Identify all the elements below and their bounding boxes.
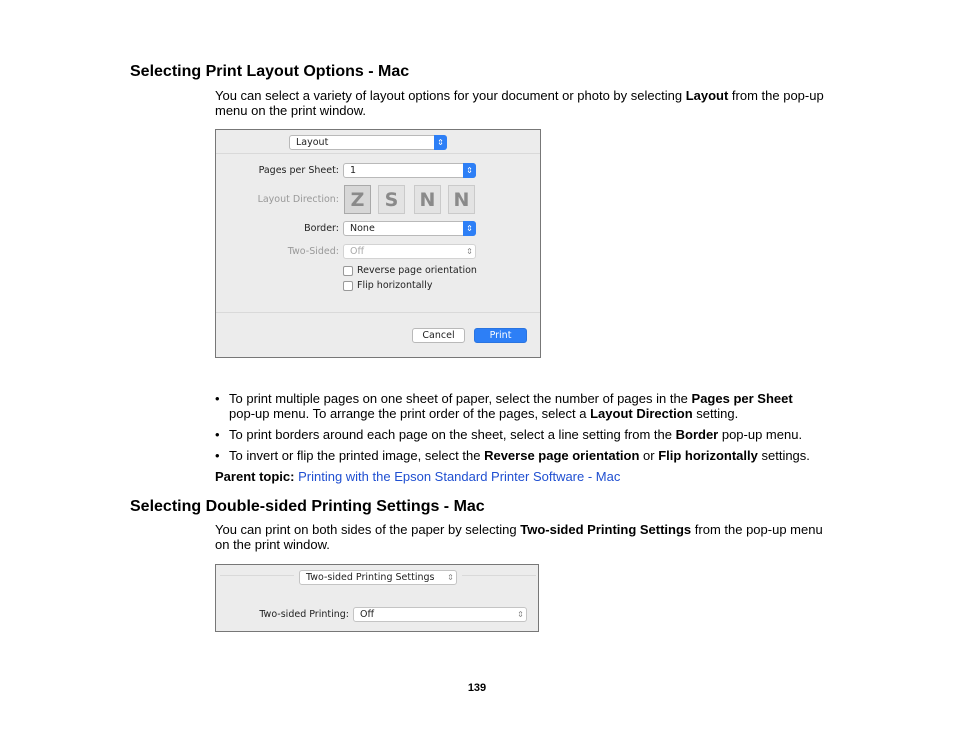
two-sided-printing-value: Off <box>360 609 375 620</box>
layout-direction-label: Layout Direction: <box>257 194 339 205</box>
svg-text:N: N <box>453 189 470 211</box>
popup-arrows-icon: ⇕ <box>447 573 454 582</box>
intro-text-end: from the pop-up menu on the print window. <box>215 88 824 118</box>
menu-popup-value: Layout <box>296 137 329 148</box>
two-sided-popup[interactable] <box>343 244 476 259</box>
divider <box>216 312 540 313</box>
intro-bold: Layout <box>685 88 729 103</box>
menu-popup[interactable] <box>299 570 457 585</box>
layout-direction-n-icon[interactable] <box>414 185 441 214</box>
layout-direction-n-reverse-icon[interactable] <box>448 185 475 214</box>
two-sided-label: Two-Sided: <box>287 246 339 257</box>
list-item <box>215 427 825 442</box>
menu-popup-value: Two-sided Printing Settings <box>306 572 435 583</box>
list-item <box>215 391 825 421</box>
section-intro-print-layout <box>215 88 825 118</box>
print-button[interactable]: Print <box>474 328 527 343</box>
two-sided-dialog-screenshot <box>215 564 539 632</box>
popup-arrows-icon: ⇕ <box>466 247 473 256</box>
layout-direction-s-icon[interactable] <box>378 185 405 214</box>
cancel-button[interactable]: Cancel <box>412 328 465 343</box>
svg-text:N: N <box>419 189 436 211</box>
section-intro-double-sided: You can print on both sides of the paper by selecting Two-sided Printing Settings from the pop-up menu on the print window. <box>215 522 823 552</box>
parent-topic-link[interactable]: Printing with the Epson Standard Printer Software - Mac <box>298 469 621 484</box>
bullet: • <box>215 448 220 463</box>
bullet: • <box>215 391 220 406</box>
page-number: 139 <box>467 682 487 694</box>
divider <box>462 575 536 576</box>
intro-text: You can select a variety of layout options for your document or photo by selecting <box>215 88 686 103</box>
divider <box>216 153 540 154</box>
layout-dialog-screenshot <box>215 129 541 358</box>
menu-popup[interactable] <box>289 135 447 150</box>
pages-per-sheet-popup[interactable] <box>343 163 476 178</box>
list-item-text: To invert or flip the printed image, select the Reverse page orientation or Flip horizontally settings. <box>229 448 810 463</box>
pages-per-sheet-value: 1 <box>350 165 357 176</box>
border-value: None <box>350 223 375 234</box>
border-label: Border: <box>304 223 339 234</box>
popup-arrows-icon: ⇕ <box>517 610 524 619</box>
list-item-text: To print borders around each page on the sheet, select a line setting from the Border pop-up menu. <box>229 427 803 442</box>
two-sided-printing-label: Two-sided Printing: <box>259 609 349 620</box>
list-item-text: To print multiple pages on one sheet of paper, select the number of pages in the Pages per Sheet pop-up menu. To arrange the print order of the pages, select a Layout Direction setting. <box>229 391 793 421</box>
reverse-orientation-label: Reverse page orientation <box>357 265 477 276</box>
two-sided-value: Off <box>350 246 365 257</box>
svg-text:S: S <box>384 189 399 211</box>
pages-per-sheet-label: Pages per Sheet: <box>258 165 339 176</box>
bullet: • <box>215 427 220 442</box>
flip-horizontally-checkbox[interactable] <box>343 281 353 291</box>
parent-topic <box>215 469 825 484</box>
popup-arrows-icon: ⇕ <box>463 221 476 236</box>
list-item <box>215 448 825 463</box>
divider <box>220 575 294 576</box>
section-title-double-sided: Selecting Double-sided Printing Settings - Mac <box>130 498 485 515</box>
layout-direction-z-icon[interactable] <box>344 185 371 214</box>
border-popup[interactable] <box>343 221 476 236</box>
popup-arrows-icon: ⇕ <box>463 163 476 178</box>
flip-horizontally-label: Flip horizontally <box>357 280 433 291</box>
reverse-orientation-checkbox[interactable] <box>343 266 353 276</box>
popup-arrows-icon: ⇕ <box>434 135 447 150</box>
parent-topic-label: Parent topic: <box>215 469 295 484</box>
svg-text:Z: Z <box>350 189 365 211</box>
two-sided-printing-popup[interactable] <box>353 607 527 622</box>
section-title-print-layout: Selecting Print Layout Options - Mac <box>130 63 410 80</box>
